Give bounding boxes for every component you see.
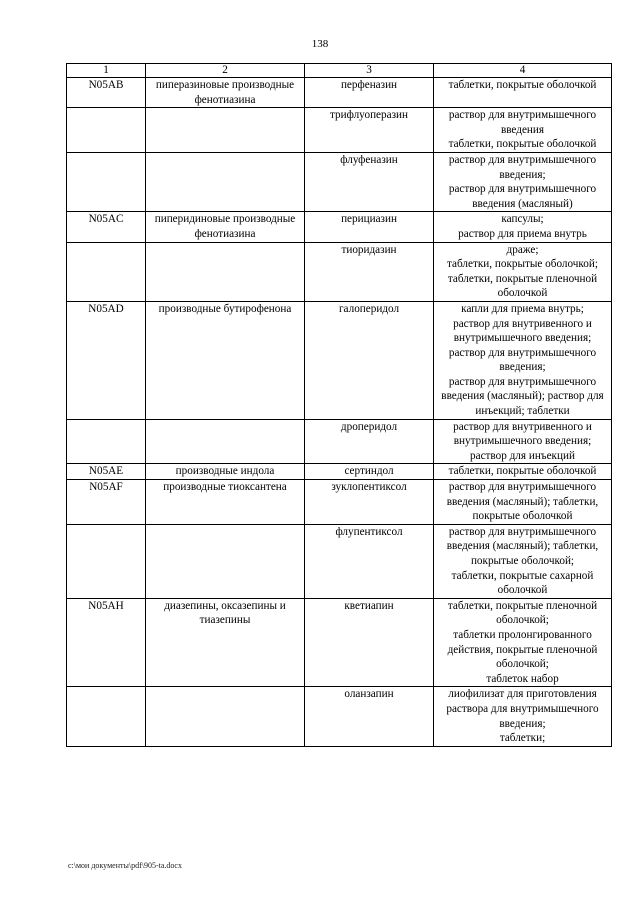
atc-code-cell xyxy=(67,242,146,301)
drug-table xyxy=(66,63,612,747)
dosage-form: таблетки, покрытые оболочкой xyxy=(448,79,597,91)
atc-code-cell: N05AC xyxy=(67,212,146,242)
dosage-forms-cell xyxy=(434,598,612,687)
table-row xyxy=(67,108,612,153)
dosage-form: таблетки, покрытые оболочкой; xyxy=(447,258,598,271)
dosage-form: таблетки, покрытые пленочной оболочкой; xyxy=(447,599,598,627)
atc-code-cell: N05AF xyxy=(67,480,146,525)
atc-code-cell xyxy=(67,108,146,153)
table-body xyxy=(67,78,612,747)
drug-name-cell: оланзапин xyxy=(305,687,434,746)
atc-code-cell xyxy=(67,419,146,464)
group-cell xyxy=(146,152,305,211)
table-row xyxy=(67,480,612,525)
dosage-form: раствор для внутримышечного введения; xyxy=(448,153,597,181)
dosage-form: таблетки пролонгированного действия, покрытые пленочной оболочкой; xyxy=(447,628,598,671)
drug-name-cell: кветиапин xyxy=(305,598,434,687)
table-row xyxy=(67,419,612,464)
dosage-forms-cell xyxy=(434,419,612,464)
drug-name-cell: перициазин xyxy=(305,212,434,242)
table-row xyxy=(67,301,612,419)
drug-name-cell: галоперидол xyxy=(305,301,434,419)
dosage-form: таблетки; xyxy=(499,732,546,745)
dosage-form: капли для приема внутрь; xyxy=(461,302,584,315)
dosage-forms-cell xyxy=(434,108,612,153)
dosage-form: раствор для внутривенного и внутримышечного введения; xyxy=(453,420,592,448)
drug-name-cell: тиоридазин xyxy=(305,242,434,301)
table-row xyxy=(67,242,612,301)
dosage-form: драже; xyxy=(506,243,539,256)
table-row xyxy=(67,78,612,108)
atc-code-cell xyxy=(67,524,146,598)
column-header: 2 xyxy=(146,64,305,78)
table-row xyxy=(67,687,612,746)
footer-file-path: c:\мои документы\pdf\905-ta.docx xyxy=(68,861,182,870)
dosage-form: таблеток набор xyxy=(486,672,559,685)
drug-name-cell: флуфеназин xyxy=(305,152,434,211)
dosage-form: раствор для внутримышечного введения (масляный) xyxy=(448,183,597,210)
table-row xyxy=(67,212,612,242)
column-header: 4 xyxy=(434,64,612,78)
dosage-forms-cell xyxy=(434,687,612,746)
dosage-form: раствор для инъекций xyxy=(470,449,575,462)
table-header-row xyxy=(67,64,612,78)
table-row xyxy=(67,598,612,687)
dosage-forms-cell xyxy=(434,242,612,301)
column-header: 1 xyxy=(67,64,146,78)
atc-code-cell: N05AD xyxy=(67,301,146,419)
group-cell xyxy=(146,419,305,464)
dosage-form: раствор для приема внутрь xyxy=(458,227,587,240)
drug-name-cell: дроперидол xyxy=(305,419,434,464)
dosage-form: таблетки, покрытые пленочной оболочкой xyxy=(447,272,598,300)
atc-code-cell: N05AH xyxy=(67,598,146,687)
dosage-forms-cell xyxy=(434,212,612,242)
group-cell: производные тиоксантена xyxy=(146,480,305,525)
group-cell: производные бутирофенона xyxy=(146,301,305,419)
group-cell xyxy=(146,242,305,301)
table-row xyxy=(67,524,612,598)
drug-name-cell: зуклопентиксол xyxy=(305,480,434,525)
dosage-forms-cell xyxy=(434,301,612,419)
column-header: 3 xyxy=(305,64,434,78)
dosage-forms-cell xyxy=(434,152,612,211)
drug-name-cell: флупентиксол xyxy=(305,524,434,598)
group-cell: пиперазиновые производные фенотиазина xyxy=(146,78,305,108)
dosage-form: таблетки, покрытые оболочкой xyxy=(448,138,597,151)
dosage-form: раствор для внутримышечного введения (масляный); раствор для инъекций; таблетки xyxy=(441,375,604,418)
atc-code-cell xyxy=(67,687,146,746)
dosage-form: раствор для внутримышечного введения; xyxy=(448,346,597,374)
dosage-forms-cell xyxy=(434,524,612,598)
atc-code-cell xyxy=(67,152,146,211)
dosage-form: лиофилизат для приготовления раствора для внутримышечного введения; xyxy=(446,688,599,730)
group-cell: производные индола xyxy=(146,464,305,480)
dosage-form: раствор для внутримышечного введения (масляный); таблетки, покрытые оболочкой xyxy=(446,481,599,523)
table-row xyxy=(67,152,612,211)
drug-name-cell: перфеназин xyxy=(305,78,434,108)
atc-code-cell: N05AE xyxy=(67,464,146,480)
dosage-forms-cell xyxy=(434,78,612,108)
dosage-form: капсулы; xyxy=(501,213,544,226)
dosage-form: раствор для внутривенного и внутримышечного введения; xyxy=(453,317,592,345)
group-cell xyxy=(146,108,305,153)
group-cell xyxy=(146,687,305,746)
drug-name-cell: сертиндол xyxy=(305,464,434,480)
dosage-forms-cell xyxy=(434,480,612,525)
group-cell: пиперидиновые производные фенотиазина xyxy=(146,212,305,242)
dosage-form: раствор для внутримышечного введения xyxy=(448,109,597,136)
group-cell xyxy=(146,524,305,598)
dosage-form: раствор для внутримышечного введения (масляный); таблетки, покрытые оболочкой; xyxy=(446,525,599,567)
dosage-forms-cell xyxy=(434,464,612,480)
table-row xyxy=(67,464,612,480)
group-cell: диазепины, оксазепины и тиазепины xyxy=(146,598,305,687)
dosage-form: таблетки, покрытые сахарной оболочкой xyxy=(451,569,594,597)
page-number: 138 xyxy=(311,38,329,50)
drug-name-cell: трифлуоперазин xyxy=(305,108,434,153)
dosage-form: таблетки, покрытые оболочкой xyxy=(448,465,597,478)
atc-code-cell: N05AB xyxy=(67,78,146,108)
